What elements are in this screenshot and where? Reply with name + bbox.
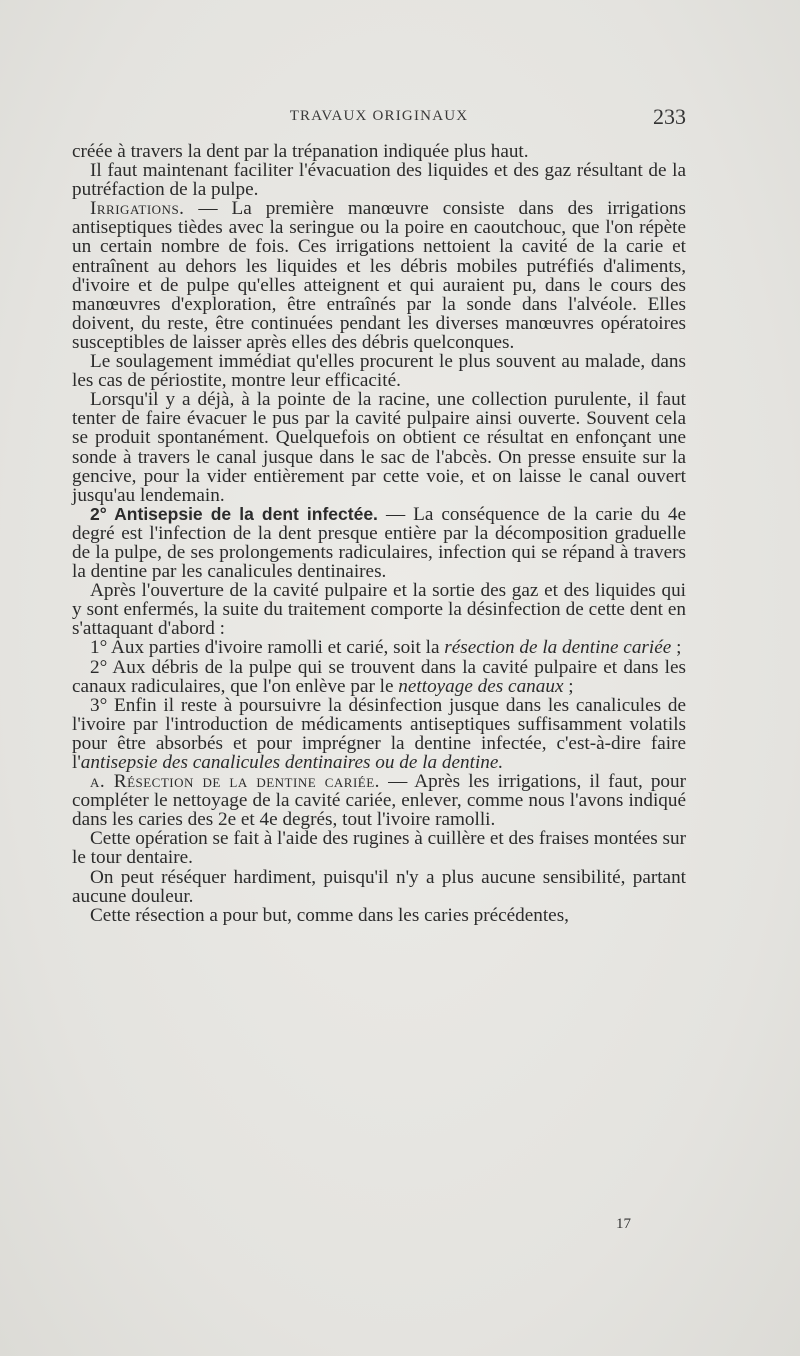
signature-mark: 17 <box>616 1216 631 1232</box>
section-heading: Irrigations. <box>90 198 185 220</box>
paragraph: On peut réséquer hardiment, puisqu'il n'y a plus aucune sensibilité, partant aucune douleur. <box>72 866 686 907</box>
page-number: 233 <box>653 104 686 129</box>
paragraph: Il faut maintenant faciliter l'évacuation des liquides et des gaz résultant de la putréfaction de la pulpe. <box>72 160 686 201</box>
page-header <box>72 104 686 130</box>
section-heading: 2° Antisepsie de la dent infectée. <box>90 503 378 524</box>
paragraph: Le soulagement immédiat qu'elles procurent le plus souvent au malade, dans les cas de périostite, montre leur efficacité. <box>72 351 686 392</box>
paragraph: Après l'ouverture de la cavité pulpaire et la sortie des gaz et des liquides qui y sont enfermés, la suite du traitement comporte la désinfection de cette dent en s'attaquant d'abord : <box>72 580 686 640</box>
body-text <box>72 142 686 925</box>
paragraph-resection: a. Résection de la dentine cariée. — Après les irrigations, il faut, pour compléter le nettoyage de la cavité cariée, enlever, comme nous l'avons indiqué dans les caries des 2e et 4e degrés, tout l'ivoire ramolli. <box>72 771 687 831</box>
list-item: 2° Aux débris de la pulpe qui se trouvent dans la cavité pulpaire et dans les canaux radiculaires, que l'on enlève par le nettoyage des canaux ; <box>72 656 686 697</box>
paragraph: Lorsqu'il y a déjà, à la pointe de la racine, une collection purulente, il faut tenter de faire évacuer le pus par la cavité pulpaire ainsi ouverte. Souvent cela se produit spontanément. Quelquefois on obtient ce résultat en enfonçant une sonde à travers le canal jusque dans le sac de l'abcès. On presse ensuite sur la gencive, pour la vider entièrement par cette voie, et on laisse le canal ouvert jusqu'au lendemain. <box>72 389 686 506</box>
running-title: TRAVAUX ORIGINAUX <box>289 108 469 124</box>
paragraph-irrigations: Irrigations. — La première manœuvre consiste dans des irrigations antiseptiques tièdes avec la seringue ou la poire en caoutchouc, que l'on répète un certain nombre de fois. Ces irrigations nettoient la cavité de la carie et entraînent au dehors les liquides et les débris mobiles putréfiés d'aliments, d'ivoire et de pulpe qu'elles atteignent et qui auraient pu, dans le cours des manœuvres d'exploration, être entraînés par la sonde dans l'alvéole. Elles doivent, du reste, être continuées pendant les diverses manœuvres opératoires susceptibles de laisser après elles des débris quelconques. <box>72 198 686 353</box>
list-item: 3° Enfin il reste à poursuivre la désinfection jusque dans les canalicules de l'ivoire par l'introduction de médicaments antiseptiques suffisamment volatils pour être absorbés et pour imprégner la dentine infectée, c'est-à-dire faire l'antisepsie des canalicules dentinaires ou de la dentine. <box>72 694 686 773</box>
list-item: 1° Aux parties d'ivoire ramolli et carié, soit la résection de la dentine cariée ; <box>90 637 682 659</box>
section-heading: a. Résection de la dentine cariée. <box>90 771 380 793</box>
paragraph: Cette opération se fait à l'aide des rugines à cuillère et des fraises montées sur le tour dentaire. <box>72 828 686 869</box>
paragraph-antisepsie: 2° Antisepsie de la dent infectée. — La conséquence de la carie du 4e degré est l'infection de la dent presque entière par la décomposition graduelle de la pulpe, de ses prolongements radiculaires, infection qui se répand à travers la dentine par les canalicules dentinaires. <box>72 503 686 583</box>
paragraph: Cette résection a pour but, comme dans les caries précédentes, <box>90 904 569 926</box>
paragraph: créée à travers la dent par la trépanation indiquée plus haut. <box>72 141 529 162</box>
